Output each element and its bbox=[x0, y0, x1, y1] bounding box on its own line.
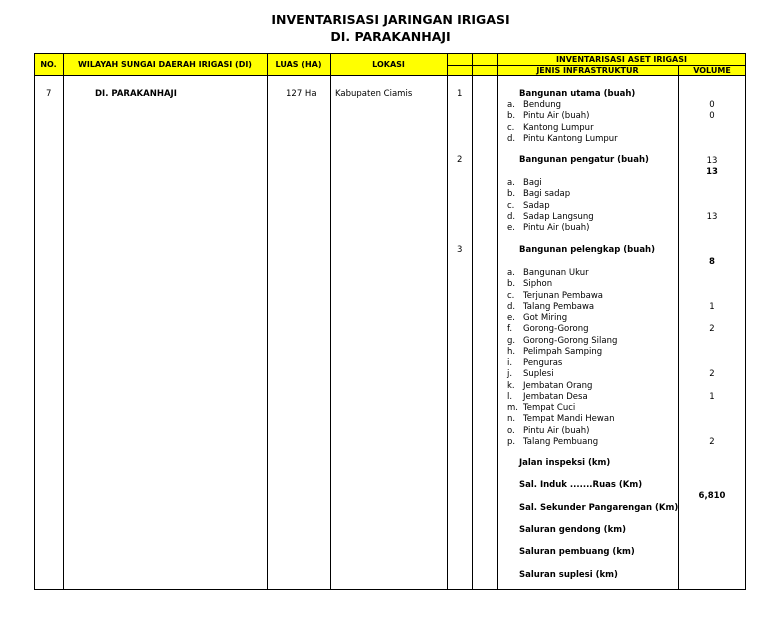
item-name: Siphon bbox=[523, 279, 553, 290]
channel-item: Saluran pembuang (km) bbox=[519, 547, 635, 558]
group-2-total: 13 bbox=[706, 167, 718, 177]
item-name: Bagi bbox=[523, 178, 542, 188]
item-name: Tempat Mandi Hewan bbox=[523, 414, 615, 425]
item-name: Pelimpah Samping bbox=[523, 346, 603, 357]
item-letter: g. bbox=[507, 335, 516, 346]
col-divider bbox=[267, 53, 268, 590]
item-letter: e. bbox=[507, 223, 515, 234]
item-name: Bendung bbox=[523, 100, 562, 110]
item-letter: a. bbox=[507, 100, 515, 110]
header-luas: LUAS (HA) bbox=[275, 60, 322, 69]
item-letter: b. bbox=[507, 189, 516, 200]
item-letter: m. bbox=[507, 403, 518, 413]
col-divider bbox=[472, 53, 473, 590]
item-letter: f. bbox=[507, 324, 513, 335]
channel-item: Jalan inspeksi (km) bbox=[519, 458, 611, 468]
channel-item: Saluran suplesi (km) bbox=[519, 569, 618, 580]
item-letter: a. bbox=[507, 178, 515, 188]
header-group: INVENTARISASI ASET IRIGASI bbox=[556, 55, 687, 64]
row-no: 7 bbox=[46, 89, 52, 99]
item-name: Talang Pembawa bbox=[523, 301, 595, 312]
group-num-1: 1 bbox=[457, 89, 463, 99]
item-letter: h. bbox=[507, 346, 516, 357]
col-divider bbox=[447, 53, 448, 590]
item-name: Suplesi bbox=[523, 369, 554, 380]
item-letter: c. bbox=[507, 122, 515, 133]
item-name: Pintu Air (buah) bbox=[523, 223, 590, 234]
item-name: Got Miring bbox=[523, 313, 568, 323]
item-name: Sadap Langsung bbox=[523, 211, 594, 222]
header-jenis: JENIS INFRASTRUKTUR bbox=[536, 66, 639, 75]
row-wilayah: DI. PARAKANHAJI bbox=[95, 89, 177, 99]
item-letter: d. bbox=[507, 301, 516, 312]
item-name: Bangunan Ukur bbox=[523, 268, 589, 278]
col-divider bbox=[63, 53, 64, 590]
header-no: NO. bbox=[40, 60, 57, 69]
document-title: INVENTARISASI JARINGAN IRIGASI bbox=[271, 12, 510, 27]
item-letter: i. bbox=[507, 358, 513, 368]
item-name: Tempat Cuci bbox=[523, 403, 576, 413]
channel-item: Saluran gendong (km) bbox=[519, 524, 626, 535]
row-luas: 127 Ha bbox=[286, 89, 317, 99]
channel-item: Sal. Sekunder Pangarengan (Km) bbox=[519, 502, 679, 513]
item-volume: 2 bbox=[709, 324, 715, 335]
channel-item: Sal. Induk .......Ruas (Km) bbox=[519, 480, 643, 491]
item-name: Jembatan Desa bbox=[523, 391, 588, 402]
item-name: Pintu Air (buah) bbox=[523, 111, 590, 122]
col-divider bbox=[497, 53, 498, 590]
item-letter: p. bbox=[507, 436, 516, 447]
group-2-volume: 13 bbox=[706, 156, 718, 166]
item-letter: d. bbox=[507, 133, 516, 144]
group-title-2: Bangunan pengatur (buah) bbox=[519, 155, 649, 165]
item-letter: c. bbox=[507, 290, 515, 301]
group-3-total: 8 bbox=[709, 257, 715, 267]
group-title-3: Bangunan pelengkap (buah) bbox=[519, 245, 655, 255]
item-letter: b. bbox=[507, 111, 516, 122]
item-volume: 0 bbox=[709, 100, 715, 110]
item-name: Penguras bbox=[523, 358, 563, 368]
col-divider bbox=[330, 53, 331, 590]
item-letter: n. bbox=[507, 414, 516, 425]
item-letter: b. bbox=[507, 279, 516, 290]
item-volume: 2 bbox=[709, 369, 715, 380]
item-letter: c. bbox=[507, 200, 515, 211]
header-lokasi: LOKASI bbox=[372, 60, 405, 69]
item-name: Sadap bbox=[523, 200, 550, 211]
row-lokasi: Kabupaten Ciamis bbox=[335, 89, 413, 99]
item-letter: j. bbox=[507, 369, 513, 380]
channel-volume: 6,810 bbox=[698, 491, 726, 501]
item-volume: 1 bbox=[709, 301, 715, 312]
item-letter: o. bbox=[507, 425, 515, 436]
header-wilayah: WILAYAH SUNGAI DAERAH IRIGASI (DI) bbox=[78, 60, 252, 69]
item-letter: e. bbox=[507, 313, 515, 323]
item-letter: l. bbox=[507, 391, 513, 402]
item-name: Talang Pembuang bbox=[523, 436, 599, 447]
item-letter: d. bbox=[507, 211, 516, 222]
item-name: Pintu Air (buah) bbox=[523, 425, 590, 436]
item-name: Gorong-Gorong bbox=[523, 324, 589, 335]
group-title-1: Bangunan utama (buah) bbox=[519, 89, 636, 99]
item-letter: a. bbox=[507, 268, 515, 278]
item-volume: 2 bbox=[709, 436, 715, 447]
item-name: Bagi sadap bbox=[523, 189, 571, 200]
group-num-3: 3 bbox=[457, 245, 463, 255]
item-name: Jembatan Orang bbox=[523, 380, 593, 391]
item-name: Gorong-Gorong Silang bbox=[523, 335, 618, 346]
group-num-2: 2 bbox=[457, 155, 463, 165]
item-name: Kantong Lumpur bbox=[523, 122, 594, 133]
item-letter: k. bbox=[507, 380, 515, 391]
document-subtitle: DI. PARAKANHAJI bbox=[330, 29, 451, 44]
item-volume: 1 bbox=[709, 391, 715, 402]
header-volume: VOLUME bbox=[693, 66, 731, 75]
item-name: Terjunan Pembawa bbox=[523, 290, 604, 301]
item-volume: 0 bbox=[709, 111, 715, 122]
item-name: Pintu Kantong Lumpur bbox=[523, 133, 618, 144]
item-volume: 13 bbox=[706, 211, 718, 222]
